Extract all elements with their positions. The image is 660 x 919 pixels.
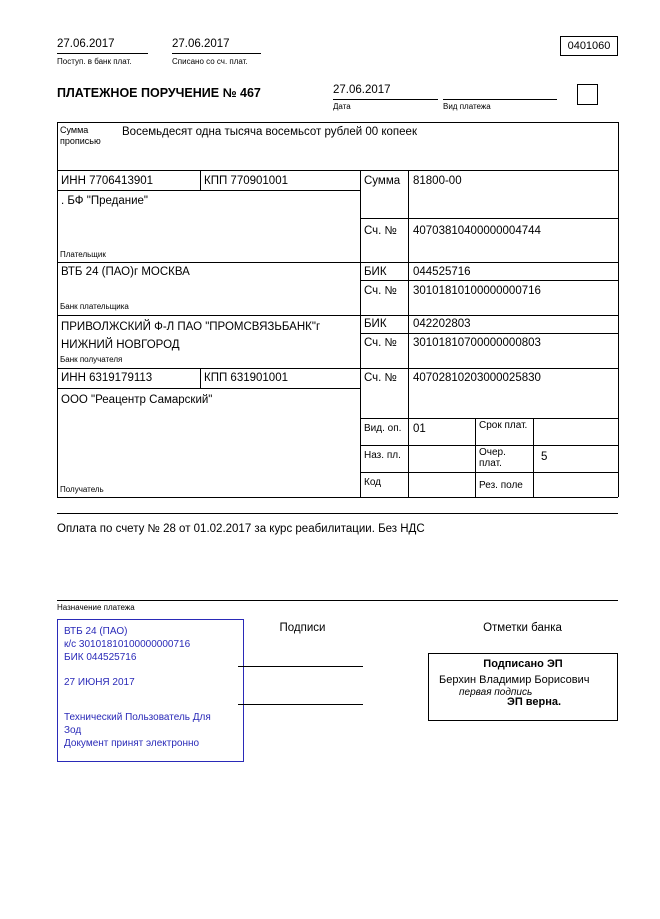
payer-bank-account-label: Сч. № [364,285,397,297]
grid-line [57,315,618,316]
signature-line [238,666,363,667]
payer-label: Плательщик [60,250,106,259]
debited-from-account-label: Списано со сч. плат. [172,57,248,66]
document-date-label: Дата [333,102,351,111]
payer-bank-name: ВТБ 24 (ПАО)г МОСКВА [61,266,190,278]
vid-op-value: 01 [413,423,426,435]
payee-inn: ИНН 6319179113 [61,372,153,384]
grid-line [360,333,618,334]
payee-bank-label: Банк получателя [60,355,123,364]
grid-line [618,122,619,497]
grid-line [57,122,618,123]
payer-bank-bik-label: БИК [364,266,387,278]
grid-line [57,388,360,389]
bank-stamp [57,619,244,762]
payee-kpp: КПП 631901001 [204,372,288,384]
grid-line [408,170,409,497]
grid-line [57,513,618,514]
payer-bank-account-value: 30101810100000000716 [413,285,541,297]
grid-line [57,368,618,369]
signature-line [238,704,363,705]
payer-inn: ИНН 7706413901 [61,175,154,187]
grid-line [200,170,201,190]
vid-op-label: Вид. оп. [364,423,402,434]
bank-stamp-bank-name: ВТБ 24 (ПАО) [64,626,128,637]
ocher-plat-label: Очер. плат. [479,447,506,469]
electronic-signature-stamp [428,653,618,721]
bank-stamp-note: Документ принят электронно [64,738,200,749]
payer-name: . БФ "Предание" [61,195,148,207]
document-date: 27.06.2017 [333,84,438,100]
bank-stamp-corr-account: к/с 30101810100000000716 [64,639,191,650]
esign-name: Берхин Владимир Борисович [439,674,590,686]
esign-title: Подписано ЭП [483,658,563,670]
grid-line [57,262,618,263]
naz-pl-label: Наз. пл. [364,450,401,461]
rez-pole-label: Рез. поле [479,480,523,491]
srok-plat-label: Срок плат. [479,420,528,431]
payee-bank-name: ПРИВОЛЖСКИЙ Ф-Л ПАО "ПРОМСВЯЗЬБАНК"г НИЖНИЙ НОВГОРОД [61,321,321,351]
payer-account-label: Сч. № [364,225,397,237]
bank-stamp-date: 27 ИЮНЯ 2017 [64,677,135,688]
kod-label: Код [364,477,382,488]
payee-bank-account-label: Сч. № [364,337,397,349]
bank-marks-header: Отметки банка [483,622,562,634]
purpose-field-line [57,600,618,601]
grid-line [360,472,618,473]
payee-label: Получатель [60,485,104,494]
payment-kind-label: Вид платежа [443,102,491,111]
grid-line [360,445,618,446]
grid-line [360,170,361,497]
grid-line [57,122,58,497]
payer-kpp: КПП 770901001 [204,175,288,187]
debited-from-account-date: 27.06.2017 [172,38,261,54]
received-in-bank-date: 27.06.2017 [57,38,148,54]
payee-bank-bik-label: БИК [364,318,387,330]
amount-in-words-label: Сумма прописью [60,125,101,146]
grid-line [57,497,618,498]
received-in-bank-label: Поступ. в банк плат. [57,57,132,66]
document-title: ПЛАТЕЖНОЕ ПОРУЧЕНИЕ № 467 [57,86,261,100]
payer-account-value: 40703810400000004744 [413,225,541,237]
signatures-header: Подписи [279,622,326,634]
payee-bank-bik-value: 042202803 [413,318,471,330]
payee-name: ООО "Реацентр Самарский" [61,394,213,406]
esign-verified: ЭП верна. [507,696,562,708]
payee-bank-account-value: 30101810700000000803 [413,337,541,349]
grid-line [475,418,476,497]
amount-in-words-value: Восемьдесят одна тысяча восемьсот рублей 00 копеек [122,126,417,138]
purpose-text: Оплата по счету № 28 от 01.02.2017 за курс реабилитации. Без НДС [57,523,425,535]
payment-kind-line [443,99,557,100]
grid-line [360,218,618,219]
ocher-plat-value: 5 [541,451,548,463]
amount-label: Сумма [364,175,401,187]
grid-line [57,190,360,191]
payee-account-label: Сч. № [364,372,397,384]
purpose-label: Назначение платежа [57,603,135,612]
payer-bank-label: Банк плательщика [60,302,129,311]
bank-stamp-user: Технический Пользователь Для Зод [64,712,211,736]
esign-role: первая подпись [459,687,533,698]
payee-account-value: 40702810203000025830 [413,372,541,384]
status-box [577,84,598,105]
form-code-box: 0401060 [560,36,618,56]
amount-value: 81800-00 [413,175,462,187]
grid-line [57,170,618,171]
grid-line [200,368,201,388]
grid-line [360,418,618,419]
grid-line [360,280,618,281]
bank-stamp-bik: БИК 044525716 [64,652,137,663]
grid-line [533,418,534,497]
payer-bank-bik-value: 044525716 [413,266,471,278]
